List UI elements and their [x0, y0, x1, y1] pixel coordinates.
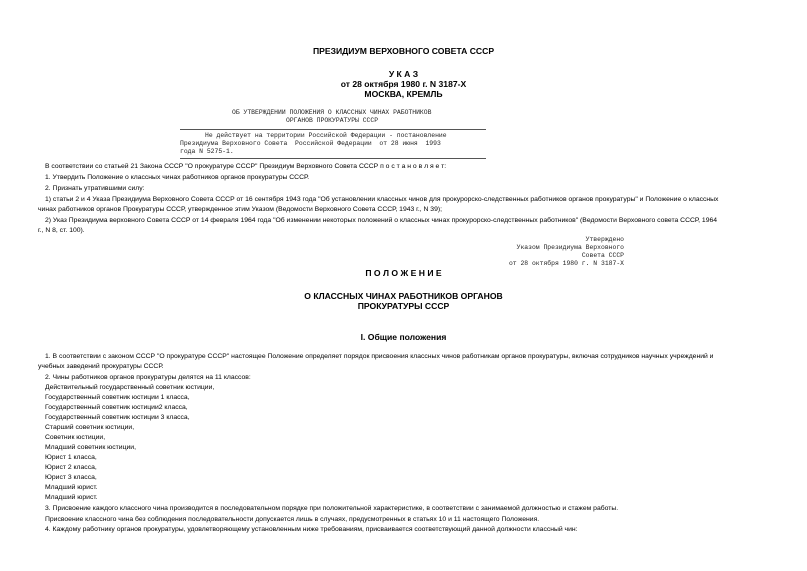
rank-item: Юрист 3 класса, [45, 474, 97, 481]
rank-item: Действительный государственный советник юстиции, [45, 384, 215, 391]
s1-p1-line-1: 1. В соответствии с законом СССР "О прокуратуре СССР" настоящее Положение определяет порядок присвоения классных чинов работникам органов прокуратуры, включая сотрудников научных учреждений и [45, 353, 714, 360]
notice-line-1: Не действует на территории Российской Федерации - постановление [205, 132, 447, 139]
approved-line-3: Совета СССР [581, 252, 624, 259]
preamble-line-5: чинах работников органов Прокуратуры СССР, утвержденное этим Указом (Ведомости Верховного Совета СССР, 1943 г., N 39); [38, 206, 442, 213]
approved-line-4: от 28 октября 1980 г. N 3187-X [508, 260, 624, 267]
ukaz-date: от 28 октября 1980 г. N 3187-X [340, 79, 467, 89]
polozhenie-title: П О Л О Ж Е Н И Е [365, 268, 442, 278]
s1-p3b: Присвоение классного чина без соблюдения последовательности допускается лишь в случаях, предусмотренных в статьях 10 и 11 настоящего Положения. [45, 516, 540, 523]
presidium-heading: ПРЕЗИДИУМ ВЕРХОВНОГО СОВЕТА СССР [312, 46, 495, 56]
preamble-line-1: В соответствии со статьей 21 Закона СССР "О прокуратуре СССР" Президиум Верховного Совета СССР п о с т а н о в л я е т: [45, 163, 447, 170]
s1-p1-line-2: учебных заведений прокуратуры СССР. [38, 363, 164, 370]
ukaz-heading: У К А З [388, 69, 419, 79]
rank-item: Советник юстиции, [45, 434, 106, 441]
preamble-line-3: 2. Признать утратившими силу: [45, 185, 145, 192]
s1-p3: 3. Присвоение каждого классного чина производится в последовательном порядке при положительной характеристике, в соответствии с занимаемой должностью и стажем работы. [45, 505, 619, 512]
notice-bottom-rule [180, 158, 486, 159]
subject-line-2: ОРГАНОВ ПРОКУРАТУРЫ СССР [286, 117, 379, 124]
section-1-title: I. Общие положения [360, 332, 447, 342]
subject-line-1: ОБ УТВЕРЖДЕНИИ ПОЛОЖЕНИЯ О КЛАССНЫХ ЧИНАХ РАБОТНИКОВ [232, 109, 432, 116]
s1-p2: 2. Чины работников органов прокуратуры делятся на 11 классов: [45, 374, 251, 381]
ukaz-place: МОСКВА, КРЕМЛЬ [364, 89, 443, 99]
polozhenie-subtitle-2: ПРОКУРАТУРЫ СССР [357, 301, 450, 311]
rank-item: Младший юрист. [45, 494, 98, 501]
rank-item: Юрист 2 класса, [45, 464, 97, 471]
rank-item: Государственный советник юстиции 1 класса, [45, 394, 190, 401]
preamble-line-6: 2) Указ Президиума верховного Совета СССР от 14 февраля 1964 года "Об изменении некоторых положений о классных чинах прокурорско-следственных работников" (Ведомости Верховного совета СССР, 1964 [45, 217, 718, 224]
approved-line-1: Утверждено [585, 236, 624, 243]
s1-p4: 4. Каждому работнику органов прокуратуры, удовлетворяющему установленным ниже требованиям, присваивается соответствующий данной должности классный чин: [45, 526, 578, 533]
approved-line-2: Указом Президиума Верховного [516, 244, 624, 251]
rank-item: Государственный советник юстиции 3 класса, [45, 414, 190, 421]
preamble-line-4: 1) статьи 2 и 4 Указа Президиума Верховного Совета СССР от 16 сентября 1943 года "Об установлении классных чинов для прокурорско-следственных работников органов прокуратуры" и Положение о классных [45, 196, 719, 203]
preamble-line-2: 1. Утвердить Положение о классных чинах работников органов прокуратуры СССР. [45, 174, 310, 181]
rank-item: Старший советник юстиции, [45, 424, 135, 431]
rank-item: Юрист 1 класса, [45, 454, 97, 461]
rank-item: Младший советник юстиции, [45, 444, 136, 451]
preamble-line-7: г., N 8, ст. 100). [38, 227, 85, 234]
rank-item: Младший юрист. [45, 484, 98, 491]
notice-line-2: Президиума Верховного Совета Российской Федерации от 28 июня 1993 [180, 140, 441, 147]
notice-top-rule [180, 129, 486, 130]
notice-line-3: года N 5275-1. [180, 148, 234, 155]
rank-item: Государственный советник юстиции2 класса, [45, 404, 188, 411]
polozhenie-subtitle-1: О КЛАССНЫХ ЧИНАХ РАБОТНИКОВ ОРГАНОВ [304, 291, 503, 301]
